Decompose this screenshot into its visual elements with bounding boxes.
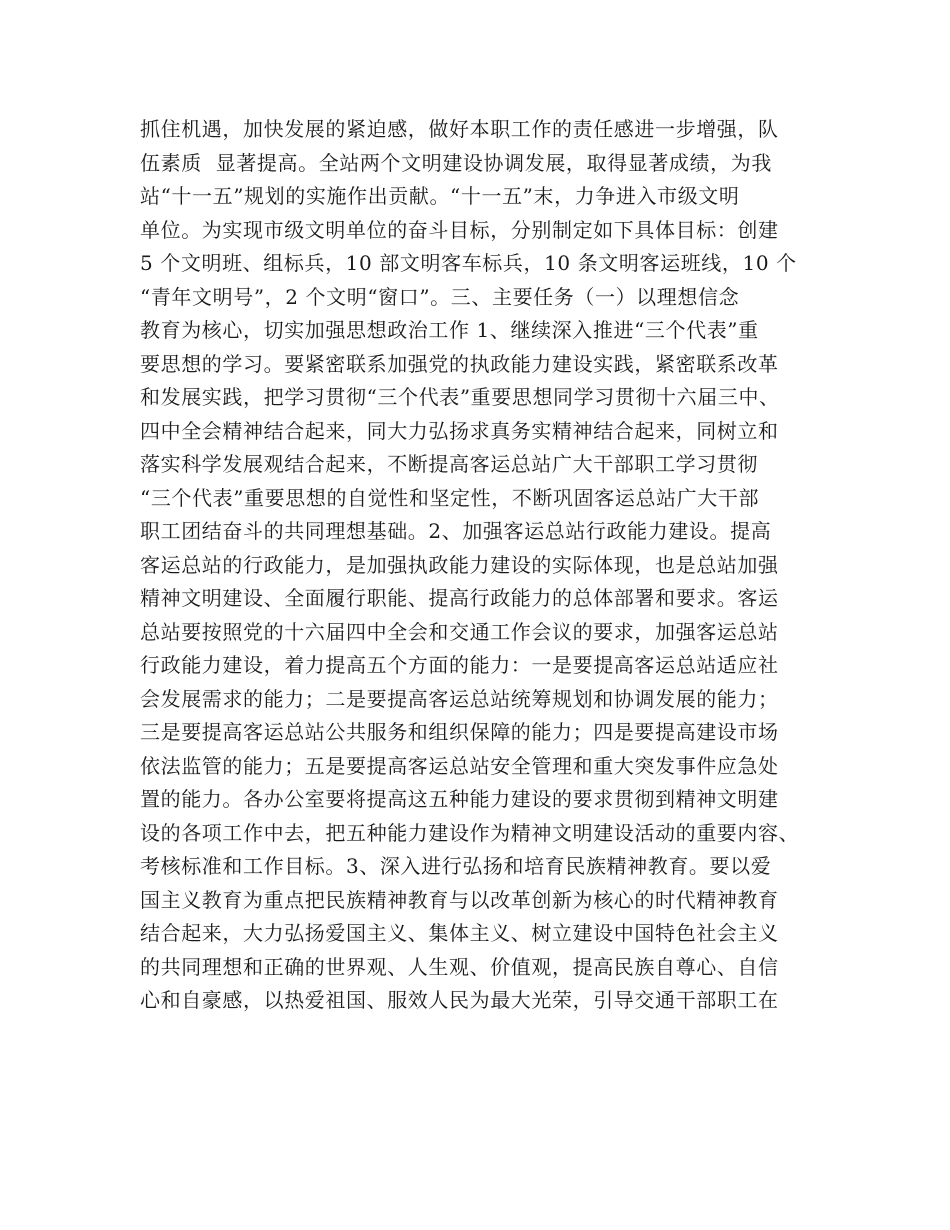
text-line-14: 客运总站的行政能力，是加强执政能力建设的实际体现，也是总站加强 xyxy=(140,552,779,577)
text-line-18: 会发展需求的能力；二是要提高客运总站统筹规划和协调发展的能力； xyxy=(140,686,779,711)
text-line-7: 教育为核心，切实加强思想政治工作 1、继续深入推进“三个代表”重 xyxy=(140,318,759,342)
text-line-25: 结合起来，大力弘扬爱国主义、集体主义、树立建设中国特色社会主义 xyxy=(140,921,779,945)
body-text xyxy=(140,113,820,1018)
text-line-9: 和发展实践，把学习贯彻“三个代表”重要思想同学习贯彻十六届三中、 xyxy=(140,385,780,409)
text-line-19: 三是要提高客运总站公共服务和组织保障的能力；四是要提高建设市场 xyxy=(140,720,779,744)
text-line-11: 落实科学发展观结合起来，不断提高客运总站广大干部职工学习贯彻 xyxy=(140,452,758,476)
text-line-12: “三个代表”重要思想的自觉性和坚定性，不断巩固客运总站广大干部 xyxy=(140,485,760,510)
text-line-2: 伍素质 显著提高。全站两个文明建设协调发展，取得显著成绩，为我 xyxy=(140,150,772,175)
text-line-24: 国主义教育为重点把民族精神教育与以改革创新为核心的时代精神教育 xyxy=(140,887,779,912)
text-line-8: 要思想的学习。要紧密联系加强党的执政能力建设实践，紧密联系改革 xyxy=(140,351,779,376)
text-line-21: 置的能力。各办公室要将提高这五种能力建设的要求贯彻到精神文明建 xyxy=(140,787,779,811)
text-line-23: 考核标准和工作目标。3、深入进行弘扬和培育民族精神教育。要以爱 xyxy=(140,854,772,878)
text-line-6: “青年文明号”，2 个文明“窗口”。三、主要任务（一）以理想信念 xyxy=(140,284,740,309)
text-line-5: 5 个文明班、组标兵，10 部文明客车标兵，10 条文明客运班线，10 个 xyxy=(140,251,797,275)
text-line-10: 四中全会精神结合起来，同大力弘扬求真务实精神结合起来，同树立和 xyxy=(140,418,779,443)
text-line-20: 依法监管的能力；五是要提高客运总站安全管理和重大突发事件应急处 xyxy=(140,753,779,778)
text-line-27: 心和自豪感，以热爱祖国、服效人民为最大光荣，引导交通干部职工在 xyxy=(140,988,779,1012)
text-line-17: 行政能力建设，着力提高五个方面的能力：一是要提高客运总站适应社 xyxy=(140,653,779,677)
text-line-4: 单位。为实现市级文明单位的奋斗目标，分别制定如下具体目标：创建 xyxy=(140,217,779,242)
text-line-3: 站“十一五”规划的实施作出贡献。“十一五”末，力争进入市级文明 xyxy=(140,184,740,208)
text-line-15: 精神文明建设、全面履行职能、提高行政能力的总体部署和要求。客运 xyxy=(140,586,779,610)
text-line-22: 设的各项工作中去，把五种能力建设作为精神文明建设活动的重要内容、 xyxy=(140,820,800,845)
text-line-1: 抓住机遇，加快发展的紧迫感，做好本职工作的责任感进一步增强，队 xyxy=(140,117,779,141)
text-line-13: 职工团结奋斗的共同理想基础。2、加强客运总站行政能力建设。提高 xyxy=(140,519,772,543)
text-line-26: 的共同理想和正确的世界观、人生观、价值观，提高民族自尊心、自信 xyxy=(140,954,779,979)
text-line-16: 总站要按照党的十六届四中全会和交通工作会议的要求，加强客运总站 xyxy=(140,619,779,644)
